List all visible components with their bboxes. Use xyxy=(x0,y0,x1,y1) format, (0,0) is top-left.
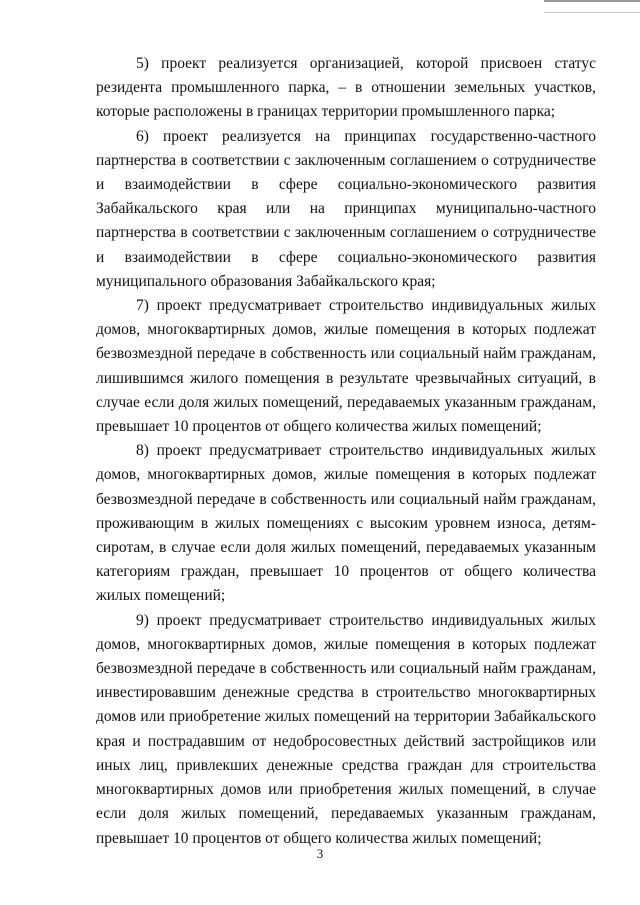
document-body xyxy=(96,52,596,851)
paragraph-item-6: 6) проект реализуется на принципах государственно-частного партнерства в соответствии с заключенным соглашением о сотрудничестве и взаимодействии в сфере социально-экономического развития Забайкальского края или на принципах муниципально-частного партнерства в соответствии с заключенным соглашением о сотрудничестве и взаимодействии в сфере социально-экономического развития муниципального образования Забайкальского края; xyxy=(96,127,596,290)
paragraph-item-8: 8) проект предусматривает строительство индивидуальных жилых домов, многоквартирных домов, жилые помещения в которых подлежат безвозмездной передаче в собственность или социальный найм гражданам, проживающим в жилых помещениях с высоким уровнем износа, детям-сиротам, в случае если доля жилых помещений, передаваемых указанным категориям граждан, превышает 10 процентов от общего количества жилых помещений; xyxy=(96,442,596,605)
page-number: 3 xyxy=(316,846,324,861)
paragraph-item-5: 5) проект реализуется организацией, которой присвоен статус резидента промышленного парка, – в отношении земельных участков, которые расположены в границах территории промышленного парка; xyxy=(96,55,596,121)
paragraph-item-9: 9) проект предусматривает строительство индивидуальных жилых домов, многоквартирных домов, жилые помещения в которых подлежат безвозмездной передаче в собственность или социальный найм гражданам, инвестировавшим денежные средства в строительство многоквартирных домов или приобретение жилых помещений на территории Забайкальского края и пострадавшим от недобросовестных действий застройщиков или иных лиц, привлекших денежные средства граждан для строительства многоквартирных домов или приобретения жилых помещений, в случае если доля жилых помещений, передаваемых указанным гражданам, превышает 10 процентов от общего количества жилых помещений; xyxy=(96,611,596,847)
scan-edge-mark xyxy=(544,0,640,13)
paragraph-item-7: 7) проект предусматривает строительство индивидуальных жилых домов, многоквартирных домов, жилые помещения в которых подлежат безвозмездной передаче в собственность или социальный найм гражданам, лишившимся жилого помещения в результате чрезвычайных ситуаций, в случае если доля жилых помещений, передаваемых указанным гражданам, превышает 10 процентов от общего количества жилых помещений; xyxy=(96,297,596,436)
